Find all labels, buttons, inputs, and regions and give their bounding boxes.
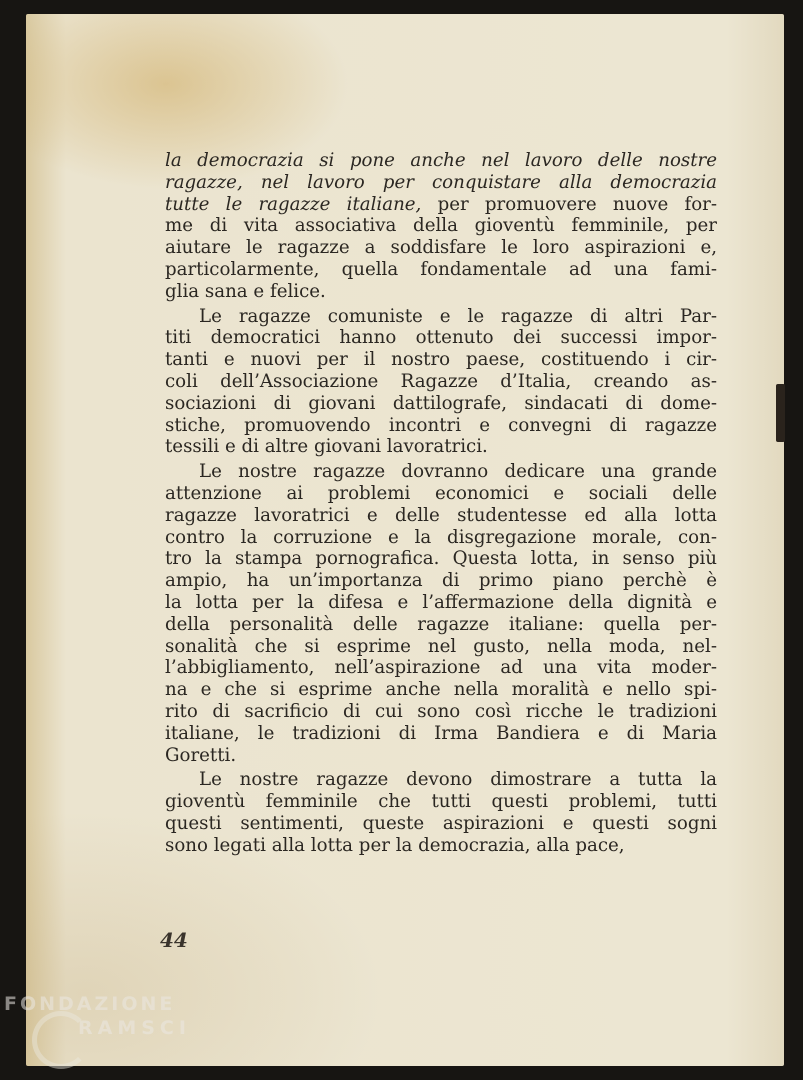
text-line <box>165 592 717 614</box>
text-line <box>165 436 717 458</box>
text-segment: aiutare le ragazze a soddisfare le loro aspirazioni e, <box>165 237 717 259</box>
text-segment: tro la stampa pornografica. Questa lotta, in senso più <box>165 548 717 570</box>
text-segment: glia sana e felice. <box>165 280 326 302</box>
text-line <box>165 570 717 592</box>
text-line <box>165 327 717 349</box>
text-segment: gioventù femminile che tutti questi problemi, tutti <box>165 791 717 813</box>
text-line <box>165 791 717 813</box>
italic-text: tutte le ragazze italiane, <box>165 193 422 215</box>
text-segment: tanti e nuovi per il nostro paese, costituendo i cir- <box>165 349 717 371</box>
text-line <box>165 259 717 281</box>
text-segment: ragazze lavoratrici e delle studentesse ed alla lotta <box>165 504 717 526</box>
text-segment: rito di sacrificio di cui sono così ricche le tradizioni <box>165 700 717 722</box>
text-line <box>165 548 717 570</box>
text-line <box>165 415 717 437</box>
text-segment: l’abbigliamento, nell’aspirazione ad una vita moder- <box>165 657 717 679</box>
text-segment: particolarmente, quella fondamentale ad una fami- <box>165 258 717 280</box>
text-segment: contro la corruzione e la disgregazione morale, con- <box>165 526 717 548</box>
text-line <box>165 237 717 259</box>
text-segment: na e che si esprime anche nella moralità e nello spi- <box>165 679 717 701</box>
page-number: 44 <box>160 928 188 952</box>
text-segment: Le nostre ragazze dovranno dedicare una grande <box>199 461 717 483</box>
text-segment: questi sentimenti, queste aspirazioni e questi sogni <box>165 812 717 834</box>
text-line <box>165 215 717 237</box>
text-line <box>165 461 717 483</box>
page-tab-marker <box>776 384 785 442</box>
italic-text: la democrazia si pone anche nel lavoro delle nostre <box>165 150 717 171</box>
text-line <box>165 483 717 505</box>
text-segment: tessili e di altre giovani lavoratrici. <box>165 436 488 458</box>
text-line <box>165 679 717 701</box>
text-line <box>165 393 717 415</box>
text-line <box>165 835 717 857</box>
text-segment: Le ragazze comuniste e le ragazze di altri Par- <box>199 305 717 327</box>
text-segment: ampio, ha un’importanza di primo piano perchè è <box>165 570 717 592</box>
text-line <box>165 657 717 679</box>
text-line <box>165 614 717 636</box>
text-segment: attenzione ai problemi economici e sociali delle <box>165 482 717 504</box>
italic-text: ragazze, nel lavoro per conquistare alla democrazia <box>165 171 717 193</box>
text-segment: titi democratici hanno ottenuto dei successi impor- <box>165 327 717 349</box>
text-line <box>165 306 717 328</box>
text-segment: coli dell’Associazione Ragazze d’Italia, creando as- <box>165 370 717 392</box>
paragraph <box>165 769 717 856</box>
text-segment: della personalità delle ragazze italiane: quella per- <box>165 613 717 635</box>
text-line <box>165 349 717 371</box>
text-segment: sociazioni di giovani dattilografe, sindacati di dome- <box>165 392 717 414</box>
text-line <box>165 281 717 303</box>
text-line <box>165 172 717 194</box>
text-line <box>165 701 717 723</box>
paragraph <box>165 150 717 303</box>
text-line <box>165 194 717 216</box>
text-segment: stiche, promuovendo incontri e convegni di ragazze <box>165 414 717 436</box>
text-segment: la lotta per la difesa e l’affermazione della dignità e <box>165 591 717 613</box>
text-segment: Goretti. <box>165 744 237 766</box>
paragraph <box>165 461 717 766</box>
text-line <box>165 371 717 393</box>
body-text <box>165 150 717 857</box>
text-line <box>165 527 717 549</box>
text-segment: me di vita associativa della gioventù femminile, per <box>165 215 717 237</box>
text-line <box>165 505 717 527</box>
text-segment: italiane, le tradizioni di Irma Bandiera e di Maria <box>165 722 717 744</box>
text-segment: per promuovere nuove for- <box>421 193 717 215</box>
text-line <box>165 636 717 658</box>
text-line <box>165 150 717 172</box>
text-segment: sono legati alla lotta per la democrazia, alla pace, <box>165 834 625 856</box>
watermark-line1: FONDAZIONE <box>4 993 176 1015</box>
text-line <box>165 813 717 835</box>
watermark-logo <box>4 993 204 1063</box>
watermark-line2: RAMSCI <box>78 1017 191 1039</box>
paragraph <box>165 306 717 459</box>
text-segment: sonalità che si esprime nel gusto, nella moda, nel- <box>165 635 717 657</box>
text-line <box>165 723 717 745</box>
text-segment: Le nostre ragazze devono dimostrare a tutta la <box>199 769 717 791</box>
text-line <box>165 769 717 791</box>
text-line <box>165 745 717 767</box>
